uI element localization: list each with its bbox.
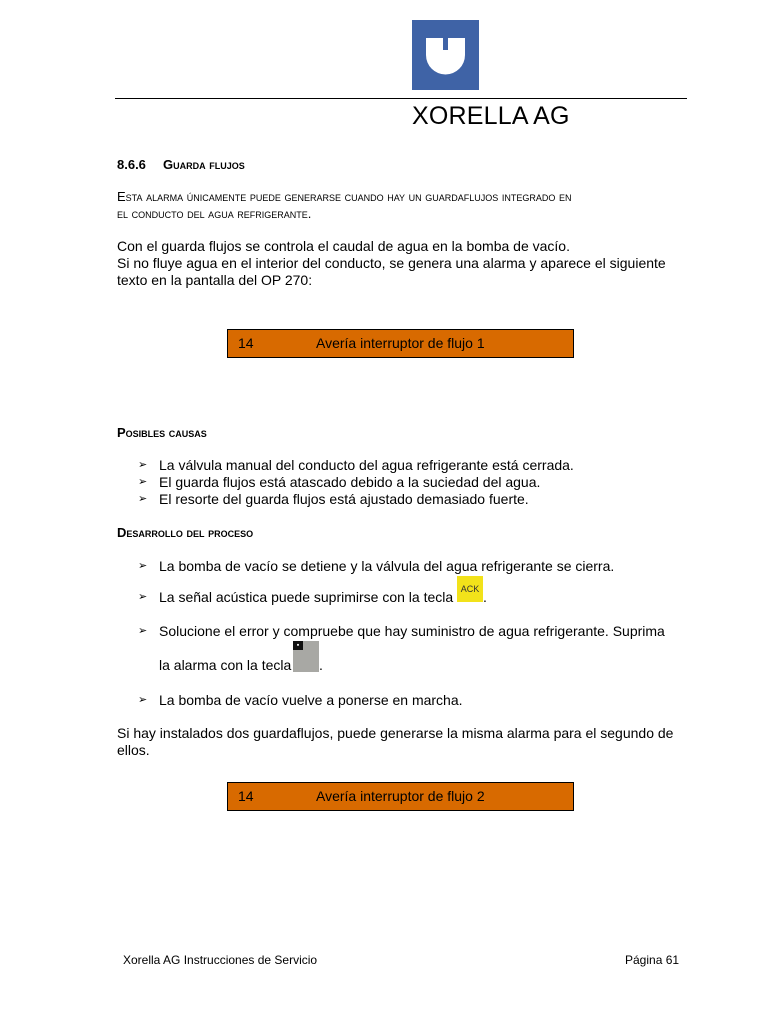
closing-line-2: ellos. bbox=[117, 742, 150, 758]
arrow-bullet-icon: ➢ bbox=[138, 459, 148, 471]
process-text: la alarma con la tecla bbox=[159, 657, 292, 673]
cause-text: El guarda flujos está atascado debido a la suciedad del agua. bbox=[159, 474, 541, 490]
arrow-bullet-icon: ➢ bbox=[138, 560, 148, 572]
body-line-2: Si no fluye agua en el interior del conducto, se genera una alarma y aparece el siguiente bbox=[117, 255, 666, 271]
period-1: . bbox=[483, 589, 487, 605]
company-logo bbox=[412, 20, 479, 90]
process-text: Solucione el error y compruebe que hay suministro de agua refrigerante. Suprima bbox=[159, 623, 665, 639]
body-line-1: Con el guarda flujos se controla el caudal de agua en la bomba de vacío. bbox=[117, 238, 570, 254]
period-2: . bbox=[319, 657, 323, 673]
cause-item-2 bbox=[138, 474, 540, 491]
arrow-bullet-icon: ➢ bbox=[138, 625, 148, 637]
cause-item-1 bbox=[138, 457, 574, 474]
footer-document-title: Xorella AG Instrucciones de Servicio bbox=[123, 953, 318, 967]
ack-key-label: ACK bbox=[460, 584, 480, 594]
process-item-2 bbox=[138, 589, 453, 606]
key-corner-icon: ▪ bbox=[293, 641, 303, 650]
alarm-text: Avería interruptor de flujo 1 bbox=[316, 335, 485, 351]
arrow-bullet-icon: ➢ bbox=[138, 591, 148, 603]
causes-heading: Posibles causas bbox=[117, 425, 207, 440]
alarm-message-box-1 bbox=[227, 329, 574, 358]
arrow-bullet-icon: ➢ bbox=[138, 476, 148, 488]
alarm-code: 14 bbox=[238, 335, 254, 351]
process-text: La bomba de vacío vuelve a ponerse en marcha. bbox=[159, 692, 463, 708]
section-heading bbox=[117, 157, 245, 172]
header-divider bbox=[115, 98, 687, 99]
process-text: La bomba de vacío se detiene y la válvula del agua refrigerante se cierra. bbox=[159, 558, 615, 574]
cause-text: El resorte del guarda flujos está ajustado demasiado fuerte. bbox=[159, 491, 529, 507]
arrow-bullet-icon: ➢ bbox=[138, 694, 148, 706]
process-text: La señal acústica puede suprimirse con la tecla bbox=[159, 589, 454, 605]
alarm-code: 14 bbox=[238, 788, 254, 804]
alarm-message-box-2 bbox=[227, 782, 574, 811]
cause-item-3 bbox=[138, 491, 529, 508]
acknowledge-key-icon bbox=[293, 641, 319, 672]
process-heading: Desarrollo del proceso bbox=[117, 525, 254, 540]
cause-text: La válvula manual del conducto del agua refrigerante está cerrada. bbox=[159, 457, 574, 473]
logo-mark-icon bbox=[412, 20, 479, 90]
body-line-3: texto en la pantalla del OP 270: bbox=[117, 272, 313, 288]
footer-page-number: Página 61 bbox=[625, 953, 680, 967]
intro-line-2: el conducto del agua refrigerante. bbox=[117, 206, 312, 221]
closing-line-1: Si hay instalados dos guardaflujos, puede generarse la misma alarma para el segundo de bbox=[117, 725, 674, 741]
company-name: XORELLA AG bbox=[412, 102, 570, 130]
section-number: 8.6.6 bbox=[117, 157, 146, 172]
intro-line-1: Esta alarma únicamente puede generarse cuando hay un guardaflujos integrado en bbox=[117, 189, 572, 204]
arrow-bullet-icon: ➢ bbox=[138, 493, 148, 505]
process-item-1 bbox=[138, 558, 614, 575]
process-item-3 bbox=[138, 623, 665, 640]
process-item-3-continued bbox=[138, 657, 291, 674]
process-item-4 bbox=[138, 692, 463, 709]
alarm-text: Avería interruptor de flujo 2 bbox=[316, 788, 485, 804]
section-title: Guarda flujos bbox=[163, 157, 245, 172]
ack-key-icon bbox=[457, 576, 483, 602]
